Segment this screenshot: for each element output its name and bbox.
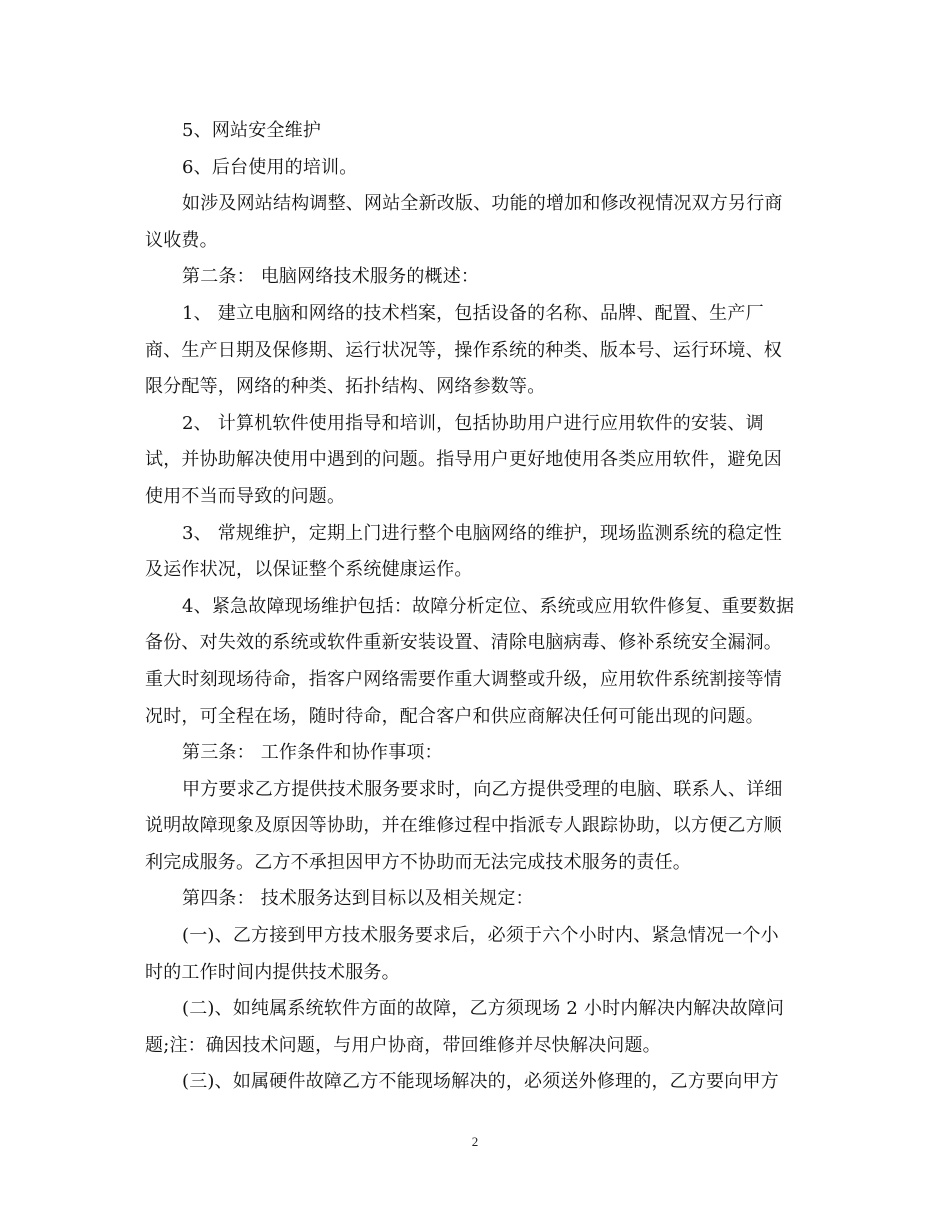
text-line: (一)、乙方接到甲方技术服务要求后，必须于六个小时内、紧急情况一个小 bbox=[182, 925, 779, 947]
text-line: 说明故障现象及原因等协助，并在维修过程中指派专人跟踪协助，以方便乙方顺 bbox=[145, 815, 782, 837]
text-line: 商、生产日期及保修期、运行状况等，操作系统的种类、版本号、运行环境、权 bbox=[145, 339, 782, 361]
text-line: (三)、如属硬件故障乙方不能现场解决的，必须送外修理的，乙方要向甲方 bbox=[182, 1071, 779, 1093]
text-line: 4、紧急故障现场维护包括：故障分析定位、系统或应用软件修复、重要数据 bbox=[182, 595, 795, 617]
text-line: 6、后台使用的培训。 bbox=[182, 156, 358, 178]
text-line: 况时，可全程在场，随时待命，配合客户和供应商解决任何可能出现的问题。 bbox=[145, 705, 764, 727]
section-heading: 第二条： 电脑网络技术服务的概述： bbox=[182, 266, 480, 288]
page-number: 2 bbox=[471, 1134, 479, 1149]
text-line: (二)、如纯属系统软件方面的故障，乙方须现场 2 小时内解决内解决故障问 bbox=[182, 998, 785, 1020]
text-line: 题;注：确因技术问题，与用户协商，带回维修并尽快解决问题。 bbox=[145, 1034, 661, 1056]
text-line: 5、网站安全维护 bbox=[182, 120, 322, 141]
text-line: 甲方要求乙方提供技术服务要求时，向乙方提供受理的电脑、联系人、详细 bbox=[182, 778, 783, 800]
text-line: 及运作状况，以保证整个系统健康运作。 bbox=[145, 559, 473, 581]
section-heading: 第四条： 技术服务达到目标以及相关规定： bbox=[182, 888, 534, 910]
text-line: 议收费。 bbox=[145, 229, 218, 251]
text-line: 试，并协助解决使用中遇到的问题。指导用户更好地使用各类应用软件，避免因 bbox=[145, 449, 782, 471]
text-line: 如涉及网站结构调整、网站全新改版、功能的增加和修改视情况双方另行商 bbox=[182, 193, 783, 215]
text-line: 使用不当而导致的问题。 bbox=[145, 485, 346, 507]
text-line: 限分配等，网络的种类、拓扑结构、网络参数等。 bbox=[145, 376, 546, 398]
text-line: 时的工作时间内提供技术服务。 bbox=[145, 961, 400, 983]
text-line: 2、 计算机软件使用指导和培训，包括协助用户进行应用软件的安装、调 bbox=[182, 412, 764, 434]
document-body bbox=[145, 113, 807, 1101]
text-line: 利完成服务。乙方不承担因甲方不协助而无法完成技术服务的责任。 bbox=[145, 851, 691, 873]
text-line: 3、 常规维护，定期上门进行整个电脑网络的维护，现场监测系统的稳定性 bbox=[182, 522, 782, 544]
section-heading: 第三条： 工作条件和协作事项： bbox=[182, 742, 443, 764]
text-line: 备份、对失效的系统或软件重新安装设置、清除电脑病毒、修补系统安全漏洞。 bbox=[145, 632, 782, 654]
text-line: 重大时刻现场待命，指客户网络需要作重大调整或升级，应用软件系统割接等情 bbox=[145, 668, 782, 690]
text-line: 1、 建立电脑和网络的技术档案，包括设备的名称、品牌、配置、生产厂 bbox=[182, 302, 764, 324]
